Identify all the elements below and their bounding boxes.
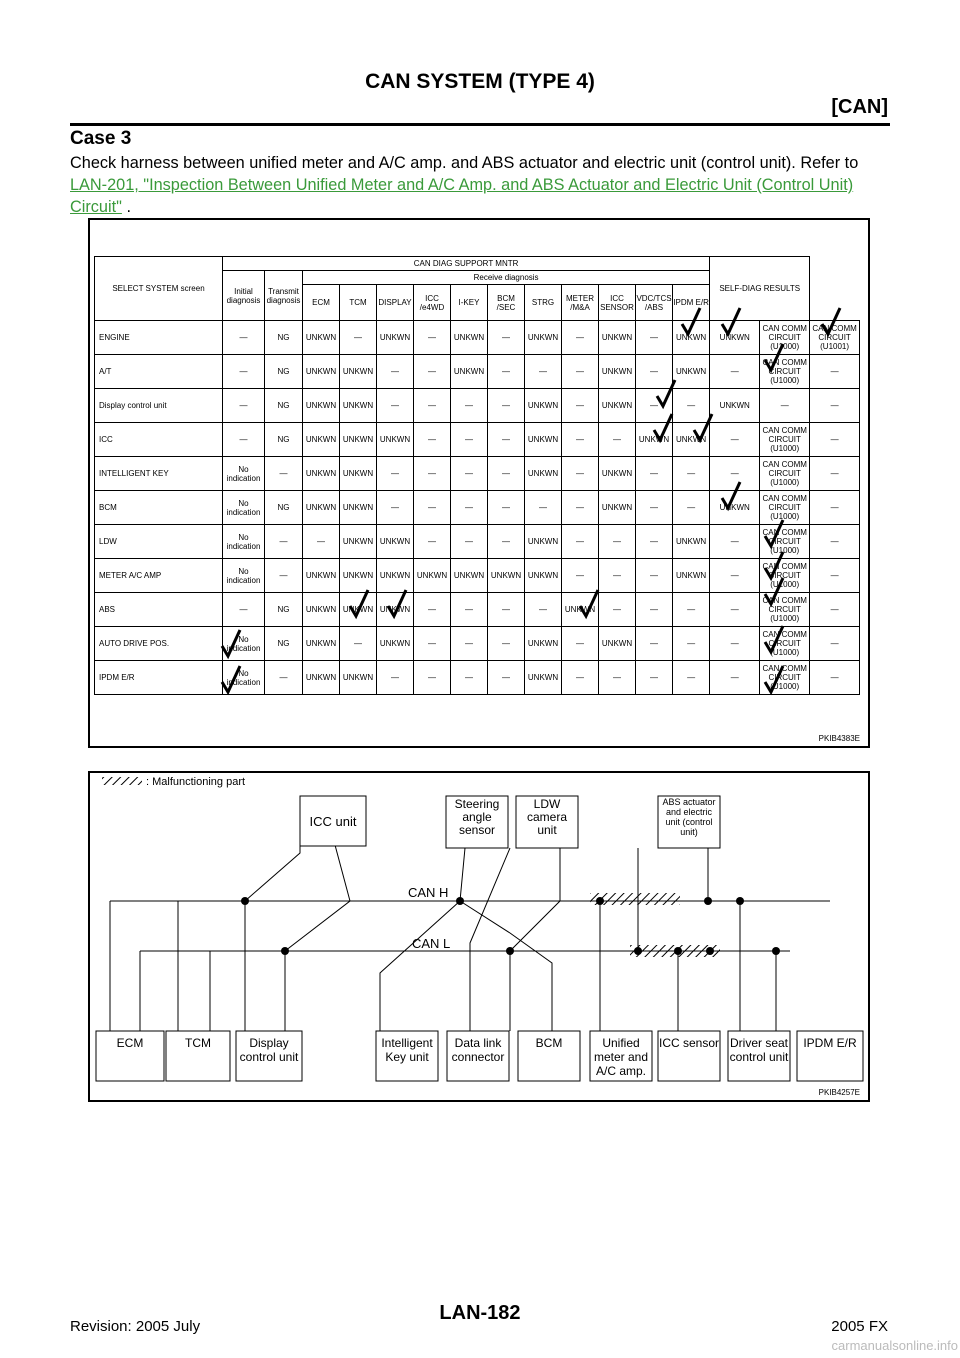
result-cell: — bbox=[488, 389, 525, 423]
legend-text: : Malfunctioning part bbox=[146, 776, 246, 788]
result-cell: — bbox=[673, 457, 710, 491]
system-name-cell: INTELLIGENT KEY bbox=[95, 457, 223, 491]
data-link-label: Data link connector bbox=[451, 1036, 505, 1064]
result-cell: UNKWN bbox=[525, 423, 562, 457]
result-cell: — bbox=[223, 593, 265, 627]
result-cell: NG bbox=[265, 423, 303, 457]
result-cell: — bbox=[223, 423, 265, 457]
result-cell: CAN COMM CIRCUIT (U1000) bbox=[760, 525, 810, 559]
result-cell: — bbox=[414, 423, 451, 457]
result-cell: — bbox=[810, 423, 860, 457]
select-system-header: SELECT SYSTEM screen bbox=[95, 257, 223, 321]
result-cell: CAN COMM CIRCUIT (U1000) bbox=[760, 457, 810, 491]
result-cell: NG bbox=[265, 389, 303, 423]
abs-unit-label: ABS actuator and electric unit (control unit) bbox=[662, 797, 716, 837]
ecm-label: ECM bbox=[116, 1036, 144, 1050]
result-cell: UNKWN bbox=[377, 525, 414, 559]
result-cell: NG bbox=[265, 321, 303, 355]
result-cell: — bbox=[488, 355, 525, 389]
footer-model: 2005 FX bbox=[831, 1318, 888, 1335]
result-cell: — bbox=[223, 355, 265, 389]
table-row bbox=[95, 389, 860, 423]
result-cell: — bbox=[414, 321, 451, 355]
case-heading: Case 3 bbox=[70, 128, 132, 149]
receive-col-header: VDC/TCS /ABS bbox=[636, 285, 673, 321]
result-cell: — bbox=[223, 389, 265, 423]
result-cell: — bbox=[414, 593, 451, 627]
result-cell: — bbox=[710, 661, 760, 695]
result-cell: UNKWN bbox=[525, 627, 562, 661]
result-cell: UNKWN bbox=[303, 627, 340, 661]
result-cell: No indication bbox=[223, 491, 265, 525]
driver-seat-label: Driver seat control unit bbox=[729, 1036, 789, 1064]
table-row bbox=[95, 593, 860, 627]
result-cell: — bbox=[710, 355, 760, 389]
result-cell: UNKWN bbox=[303, 423, 340, 457]
result-cell: — bbox=[414, 525, 451, 559]
result-cell: — bbox=[414, 627, 451, 661]
result-cell: UNKWN bbox=[673, 321, 710, 355]
result-cell: — bbox=[451, 525, 488, 559]
instruction-paragraph bbox=[70, 152, 892, 218]
table-row bbox=[95, 355, 860, 389]
receive-col-header: ECM bbox=[303, 285, 340, 321]
result-cell: — bbox=[562, 525, 599, 559]
result-cell: — bbox=[488, 423, 525, 457]
diagnosis-table bbox=[94, 256, 860, 695]
result-cell: No indication bbox=[223, 627, 265, 661]
result-cell: — bbox=[340, 321, 377, 355]
result-cell: — bbox=[810, 661, 860, 695]
result-cell: UNKWN bbox=[340, 491, 377, 525]
footer-watermark: carmanualsonline.info bbox=[831, 1338, 958, 1353]
result-cell: — bbox=[562, 355, 599, 389]
result-cell: — bbox=[599, 559, 636, 593]
result-cell: — bbox=[599, 593, 636, 627]
can-l-label: CAN L bbox=[412, 936, 451, 951]
transmit-diag-header: Transmit diagnosis bbox=[265, 271, 303, 321]
result-cell: — bbox=[673, 593, 710, 627]
result-cell: — bbox=[451, 389, 488, 423]
result-cell: — bbox=[525, 593, 562, 627]
result-cell: UNKWN bbox=[525, 389, 562, 423]
result-cell: — bbox=[810, 559, 860, 593]
footer-page-number: LAN-182 bbox=[439, 1302, 521, 1324]
system-name-cell: A/T bbox=[95, 355, 223, 389]
result-cell: UNKWN bbox=[303, 491, 340, 525]
result-cell: UNKWN bbox=[451, 559, 488, 593]
result-cell: UNKWN bbox=[599, 321, 636, 355]
result-cell: — bbox=[488, 321, 525, 355]
result-cell: — bbox=[414, 491, 451, 525]
instruction-tail: . bbox=[121, 198, 131, 216]
table-row bbox=[95, 627, 860, 661]
system-name-cell: METER A/C AMP bbox=[95, 559, 223, 593]
result-cell: UNKWN bbox=[525, 661, 562, 695]
result-cell: — bbox=[562, 491, 599, 525]
receive-col-header: ICC SENSOR bbox=[599, 285, 636, 321]
table-row bbox=[95, 457, 860, 491]
system-name-cell: Display control unit bbox=[95, 389, 223, 423]
result-cell: — bbox=[488, 525, 525, 559]
result-cell: UNKWN bbox=[377, 593, 414, 627]
table-row bbox=[95, 491, 860, 525]
result-cell: — bbox=[636, 559, 673, 593]
result-cell: — bbox=[810, 389, 860, 423]
system-name-cell: LDW bbox=[95, 525, 223, 559]
icc-unit-label: ICC unit bbox=[309, 814, 357, 829]
result-cell: — bbox=[303, 525, 340, 559]
result-cell: — bbox=[636, 457, 673, 491]
result-cell: CAN COMM CIRCUIT (U1000) bbox=[760, 593, 810, 627]
result-cell: — bbox=[265, 559, 303, 593]
result-cell: — bbox=[488, 457, 525, 491]
result-cell: — bbox=[599, 661, 636, 695]
footer-revision: Revision: 2005 July bbox=[70, 1318, 201, 1335]
reference-link[interactable]: LAN-201, "Inspection Between Unified Meter and A/C Amp. and ABS Actuator and Electric Unit (Control Unit) Circuit" bbox=[70, 176, 854, 216]
result-cell: UNKWN bbox=[340, 525, 377, 559]
result-cell: — bbox=[710, 627, 760, 661]
initial-diag-header: Initial diagnosis bbox=[223, 271, 265, 321]
result-cell: UNKWN bbox=[377, 423, 414, 457]
result-cell: UNKWN bbox=[710, 491, 760, 525]
result-cell: — bbox=[710, 423, 760, 457]
result-cell: — bbox=[414, 355, 451, 389]
icc-sensor-label: ICC sensor bbox=[658, 1036, 720, 1050]
result-cell: UNKWN bbox=[599, 627, 636, 661]
steering-sensor-label: Steering angle sensor bbox=[454, 798, 500, 837]
result-cell: — bbox=[377, 389, 414, 423]
result-cell: — bbox=[414, 389, 451, 423]
result-cell: NG bbox=[265, 355, 303, 389]
result-cell: UNKWN bbox=[303, 355, 340, 389]
can-network-diagram bbox=[90, 773, 868, 1100]
result-cell: — bbox=[562, 661, 599, 695]
result-cell: — bbox=[599, 525, 636, 559]
result-cell: — bbox=[810, 627, 860, 661]
result-cell: — bbox=[710, 457, 760, 491]
result-cell: — bbox=[636, 627, 673, 661]
result-cell: — bbox=[488, 627, 525, 661]
result-cell: — bbox=[414, 457, 451, 491]
tcm-label: TCM bbox=[185, 1036, 211, 1050]
system-name-cell: ENGINE bbox=[95, 321, 223, 355]
figure-code: PKIB4383E bbox=[818, 734, 860, 743]
result-cell: CAN COMM CIRCUIT (U1000) bbox=[760, 423, 810, 457]
result-cell: UNKWN bbox=[340, 355, 377, 389]
result-cell: — bbox=[525, 491, 562, 525]
section-tag: [CAN] bbox=[831, 96, 888, 118]
result-cell: UNKWN bbox=[303, 593, 340, 627]
result-cell: — bbox=[636, 593, 673, 627]
result-cell: No indication bbox=[223, 525, 265, 559]
result-cell: — bbox=[451, 593, 488, 627]
self-diag-header: SELF-DIAG RESULTS bbox=[710, 257, 810, 321]
result-cell: — bbox=[377, 491, 414, 525]
result-cell: — bbox=[810, 593, 860, 627]
receive-col-header: IPDM E/R bbox=[673, 285, 710, 321]
result-cell: — bbox=[810, 525, 860, 559]
result-cell: UNKWN bbox=[303, 559, 340, 593]
result-cell: — bbox=[760, 389, 810, 423]
result-cell: NG bbox=[265, 593, 303, 627]
table-row bbox=[95, 661, 860, 695]
page-title: CAN SYSTEM (TYPE 4) bbox=[365, 70, 595, 93]
result-cell: UNKWN bbox=[599, 389, 636, 423]
legend-hatch-icon bbox=[102, 777, 142, 785]
system-name-cell: BCM bbox=[95, 491, 223, 525]
result-cell: NG bbox=[265, 627, 303, 661]
result-cell: — bbox=[562, 627, 599, 661]
display-control-label: Display control unit bbox=[239, 1036, 299, 1064]
result-cell: UNKWN bbox=[340, 661, 377, 695]
result-cell: — bbox=[451, 491, 488, 525]
result-cell: — bbox=[265, 525, 303, 559]
result-cell: UNKWN bbox=[303, 661, 340, 695]
network-figure bbox=[88, 771, 870, 1102]
table-row bbox=[95, 423, 860, 457]
result-cell: UNKWN bbox=[340, 559, 377, 593]
result-cell: No indication bbox=[223, 457, 265, 491]
result-cell: — bbox=[451, 627, 488, 661]
unified-meter-label: Unified meter and A/C amp. bbox=[593, 1036, 649, 1078]
result-cell: UNKWN bbox=[488, 559, 525, 593]
diagnosis-figure bbox=[88, 218, 870, 748]
result-cell: UNKWN bbox=[451, 355, 488, 389]
result-cell: UNKWN bbox=[525, 525, 562, 559]
receive-col-header: BCM /SEC bbox=[488, 285, 525, 321]
result-cell: UNKWN bbox=[340, 457, 377, 491]
result-cell: — bbox=[599, 423, 636, 457]
result-cell: — bbox=[710, 593, 760, 627]
result-cell: — bbox=[451, 457, 488, 491]
result-cell: UNKWN bbox=[636, 423, 673, 457]
table-row bbox=[95, 525, 860, 559]
receive-col-header: DISPLAY bbox=[377, 285, 414, 321]
receive-col-header: METER /M&A bbox=[562, 285, 599, 321]
result-cell: — bbox=[562, 389, 599, 423]
result-cell: CAN COMM CIRCUIT (U1000) bbox=[760, 355, 810, 389]
result-cell: UNKWN bbox=[525, 559, 562, 593]
ldw-camera-label: LDW camera unit bbox=[526, 798, 567, 837]
figure-code-2: PKIB4257E bbox=[818, 1088, 860, 1097]
result-cell: UNKWN bbox=[340, 389, 377, 423]
table-row bbox=[95, 559, 860, 593]
result-cell: CAN COMM CIRCUIT (U1000) bbox=[760, 559, 810, 593]
result-cell: UNKWN bbox=[525, 321, 562, 355]
system-name-cell: ABS bbox=[95, 593, 223, 627]
receive-col-header: TCM bbox=[340, 285, 377, 321]
result-cell: UNKWN bbox=[451, 321, 488, 355]
result-cell: — bbox=[636, 355, 673, 389]
instruction-text: Check harness between unified meter and A/C amp. and ABS actuator and electric unit (control unit). Refer to bbox=[70, 154, 859, 172]
result-cell: CAN COMM CIRCUIT (U1000) bbox=[760, 491, 810, 525]
result-cell: — bbox=[414, 661, 451, 695]
result-cell: — bbox=[636, 389, 673, 423]
receive-col-header: I-KEY bbox=[451, 285, 488, 321]
result-cell: — bbox=[673, 389, 710, 423]
result-cell: UNKWN bbox=[599, 355, 636, 389]
result-cell: CAN COMM CIRCUIT (U1000) bbox=[760, 321, 810, 355]
result-cell: — bbox=[562, 559, 599, 593]
result-cell: NG bbox=[265, 491, 303, 525]
bcm-label: BCM bbox=[535, 1036, 563, 1050]
result-cell: — bbox=[488, 661, 525, 695]
result-cell: — bbox=[488, 593, 525, 627]
intelligent-key-label: Intelligent Key unit bbox=[381, 1036, 433, 1064]
result-cell: — bbox=[636, 491, 673, 525]
result-cell: — bbox=[673, 661, 710, 695]
result-cell: — bbox=[636, 321, 673, 355]
result-cell: — bbox=[377, 355, 414, 389]
support-mntr-header: CAN DIAG SUPPORT MNTR bbox=[223, 257, 710, 271]
result-cell: No indication bbox=[223, 661, 265, 695]
result-cell: — bbox=[673, 491, 710, 525]
result-cell: CAN COMM CIRCUIT (U1000) bbox=[760, 661, 810, 695]
result-cell: — bbox=[525, 355, 562, 389]
result-cell: UNKWN bbox=[340, 423, 377, 457]
result-cell: UNKWN bbox=[377, 627, 414, 661]
system-name-cell: ICC bbox=[95, 423, 223, 457]
result-cell: — bbox=[810, 491, 860, 525]
result-cell: CAN COMM CIRCUIT (U1000) bbox=[760, 627, 810, 661]
result-cell: — bbox=[673, 627, 710, 661]
result-cell: — bbox=[265, 661, 303, 695]
result-cell: — bbox=[265, 457, 303, 491]
malfunction-hatch-can-h bbox=[590, 893, 680, 905]
result-cell: — bbox=[451, 423, 488, 457]
result-cell: UNKWN bbox=[599, 457, 636, 491]
ipdm-label: IPDM E/R bbox=[803, 1036, 857, 1050]
result-cell: UNKWN bbox=[710, 321, 760, 355]
result-cell: UNKWN bbox=[673, 525, 710, 559]
receive-col-header: STRG bbox=[525, 285, 562, 321]
result-cell: UNKWN bbox=[377, 559, 414, 593]
result-cell: — bbox=[810, 355, 860, 389]
result-cell: — bbox=[710, 525, 760, 559]
result-cell: — bbox=[636, 525, 673, 559]
result-cell: UNKWN bbox=[377, 321, 414, 355]
system-name-cell: IPDM E/R bbox=[95, 661, 223, 695]
result-cell: UNKWN bbox=[599, 491, 636, 525]
result-cell: — bbox=[377, 457, 414, 491]
result-cell: — bbox=[488, 491, 525, 525]
result-cell: UNKWN bbox=[340, 593, 377, 627]
result-cell: UNKWN bbox=[525, 457, 562, 491]
header-rule bbox=[70, 123, 890, 126]
result-cell: UNKWN bbox=[562, 593, 599, 627]
result-cell: — bbox=[710, 559, 760, 593]
result-cell: UNKWN bbox=[710, 389, 760, 423]
result-cell: — bbox=[223, 321, 265, 355]
result-cell: — bbox=[636, 661, 673, 695]
result-cell: UNKWN bbox=[303, 389, 340, 423]
result-cell: — bbox=[377, 661, 414, 695]
result-cell: — bbox=[340, 627, 377, 661]
result-cell: UNKWN bbox=[673, 559, 710, 593]
result-cell: No indication bbox=[223, 559, 265, 593]
result-cell: — bbox=[451, 661, 488, 695]
result-cell: UNKWN bbox=[303, 321, 340, 355]
result-cell: — bbox=[562, 457, 599, 491]
result-cell: UNKWN bbox=[414, 559, 451, 593]
result-cell: — bbox=[562, 321, 599, 355]
result-cell: UNKWN bbox=[673, 355, 710, 389]
receive-diag-header: Receive diagnosis bbox=[303, 271, 710, 285]
system-name-cell: AUTO DRIVE POS. bbox=[95, 627, 223, 661]
result-cell: UNKWN bbox=[303, 457, 340, 491]
result-cell: — bbox=[810, 457, 860, 491]
can-h-label: CAN H bbox=[408, 885, 449, 900]
receive-col-header: ICC /e4WD bbox=[414, 285, 451, 321]
result-cell: — bbox=[562, 423, 599, 457]
result-cell: CAN COMM CIRCUIT (U1001) bbox=[810, 321, 860, 355]
result-cell: UNKWN bbox=[673, 423, 710, 457]
table-row bbox=[95, 321, 860, 355]
